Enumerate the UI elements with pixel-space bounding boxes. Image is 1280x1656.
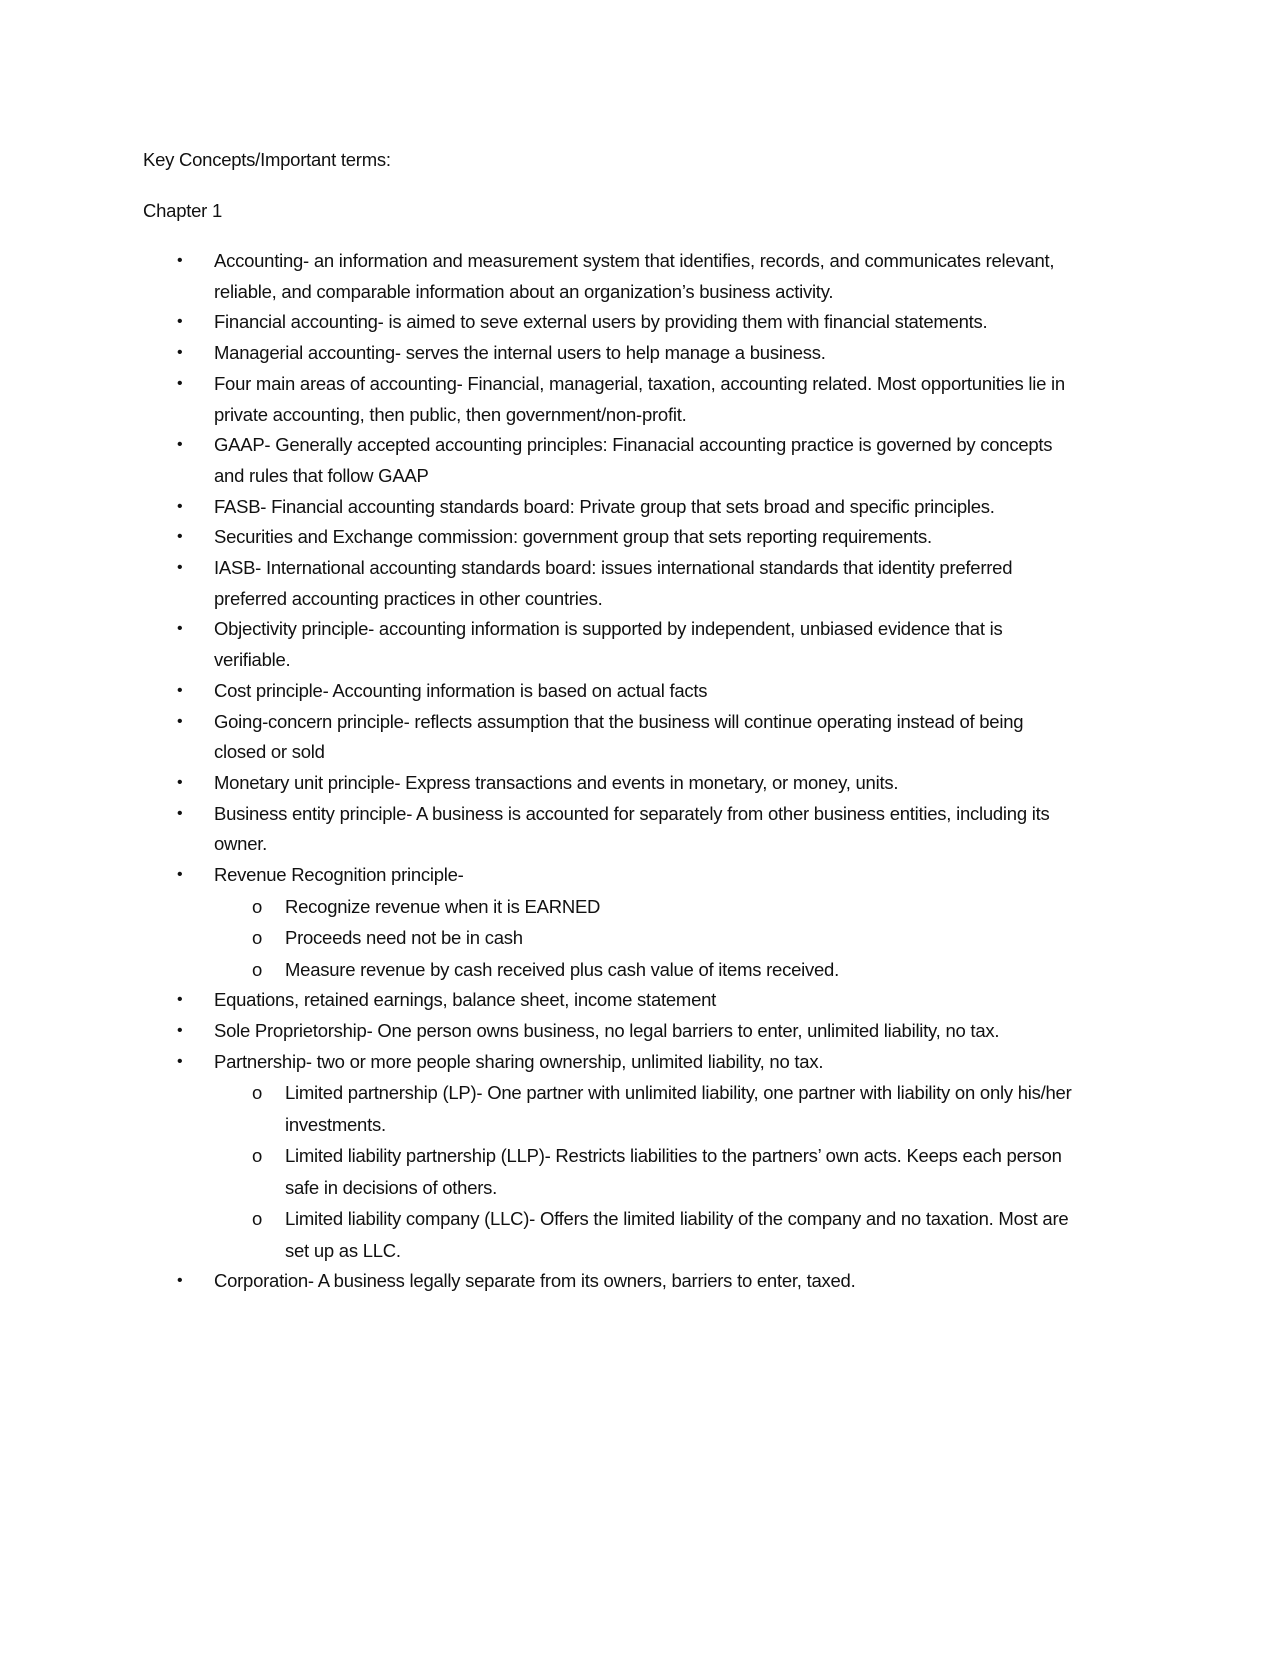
list-item [143,307,1074,338]
list-item [143,985,1074,1016]
sub-list [214,1077,1074,1266]
list-item [143,522,1074,553]
bullet-icon: • [177,559,183,577]
list-item-text: FASB- Financial accounting standards board: Private group that sets broad and specific principles. [214,495,995,517]
list-item [143,707,1074,768]
bullet-icon: • [177,1052,183,1070]
bullet-icon: • [177,252,183,269]
list-item-text: Revenue Recognition principle- [214,864,464,886]
sub-bullet-icon: o [252,1082,263,1104]
sub-bullet-icon: o [252,1208,263,1230]
sub-list-item-text: Proceeds need not be in cash [285,927,523,949]
list-item [143,553,1074,614]
list-item-text: Equations, retained earnings, balance sheet, income statement [214,989,717,1011]
list-item-text: Financial accounting- is aimed to seve external users by providing them with financial statements. [214,311,988,333]
list-item [143,492,1074,523]
list-item-text: Cost principle- Accounting information is based on actual facts [214,679,708,701]
sub-list-item-text: Limited liability company (LLC)- Offers the limited liability of the company and no taxation. Most are set up as LLC. [285,1208,1069,1261]
sub-bullet-icon: o [252,927,263,949]
sub-list-item-text: Limited partnership (LP)- One partner with unlimited liability, one partner with liability on only his/her investments. [285,1082,1072,1135]
list-item [143,1266,1074,1297]
list-item-text: Managerial accounting- serves the internal users to help manage a business. [214,342,826,364]
bullet-icon: • [177,773,183,791]
bullet-icon: • [177,1021,183,1039]
sub-list-item [214,891,1075,923]
list-item-text: Monetary unit principle- Express transactions and events in monetary, or money, units. [214,771,899,793]
chapter-heading: Chapter 1 [143,199,222,221]
bullet-icon: • [177,991,183,1009]
term-list [143,246,1083,1297]
bullet-icon: • [177,804,183,822]
bullet-icon: • [177,620,183,638]
sub-list-item-text: Measure revenue by cash received plus cash value of items received. [285,958,839,980]
list-item-text: Sole Proprietorship- One person owns business, no legal barriers to enter, unlimited liability, no tax. [214,1019,1000,1041]
document-title: Key Concepts/Important terms: [143,149,391,170]
list-item-text: Corporation- A business legally separate from its owners, barriers to enter, taxed. [214,1270,856,1292]
sub-list-item [214,922,1075,954]
list-item [143,369,1074,430]
document-page [143,145,1083,1297]
sub-list [214,891,1074,986]
bullet-icon: • [177,313,183,331]
bullet-icon: • [177,1272,183,1290]
list-item-text: Accounting- an information and measurement system that identifies, records, and communicates relevant, reliable, and comparable information about an organization’s business activity. [214,250,1055,302]
list-item [143,1016,1074,1047]
list-item [143,430,1074,491]
sub-bullet-icon: o [252,958,263,980]
list-item [143,338,1074,369]
sub-list-item [214,1140,1075,1203]
list-item-text: Going-concern principle- reflects assumption that the business will continue operating instead of being closed or sold [214,710,1024,763]
list-item [143,246,1074,307]
list-item-text: Four main areas of accounting- Financial, managerial, taxation, accounting related. Most opportunities lie in private accounting, then public, then government/non-profit. [214,372,1065,425]
bullet-icon: • [177,681,183,699]
list-item [143,676,1074,707]
list-item [143,1047,1074,1267]
sub-list-item [214,954,1075,986]
sub-list-item-text: Limited liability partnership (LLP)- Restricts liabilities to the partners’ own acts. Keeps each person safe in decisions of others. [285,1145,1062,1198]
sub-list-item-text: Recognize revenue when it is EARNED [285,895,601,917]
bullet-icon: • [177,497,183,515]
list-item [143,860,1074,985]
sub-list-item [214,1203,1075,1266]
list-item-text: GAAP- Generally accepted accounting principles: Finanacial accounting practice is governed by concepts and rules that follow GAAP [214,434,1053,486]
list-item-text: Securities and Exchange commission: government group that sets reporting requirements. [214,526,932,548]
list-item [143,614,1074,675]
bullet-icon: • [177,528,183,546]
sub-bullet-icon: o [252,1145,263,1167]
list-item-text: Business entity principle- A business is accounted for separately from other business entities, including its owner. [214,802,1050,855]
list-item-text: IASB- International accounting standards board: issues international standards that identity preferred preferred accounting practices in other countries. [214,557,1013,609]
bullet-icon: • [177,344,183,362]
bullet-icon: • [177,712,183,730]
sub-bullet-icon: o [252,895,263,917]
bullet-icon: • [177,374,183,392]
list-item-text: Objectivity principle- accounting information is supported by independent, unbiased evidence that is verifiable. [214,618,1003,671]
list-item-text: Partnership- two or more people sharing ownership, unlimited liability, no tax. [214,1050,824,1072]
list-item [143,768,1074,799]
list-item [143,799,1074,860]
bullet-icon: • [177,866,183,884]
bullet-icon: • [177,436,183,454]
sub-list-item [214,1077,1075,1140]
